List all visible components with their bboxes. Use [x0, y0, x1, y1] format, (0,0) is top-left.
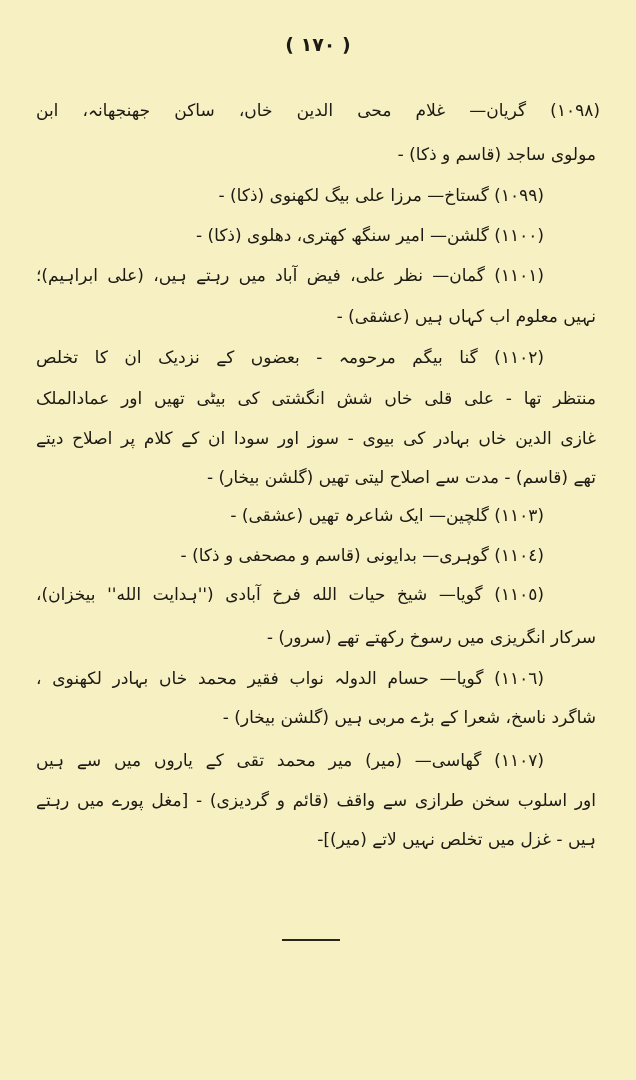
entry-1098-line-1: (١٠٩٨) گریان— غلام محی الدین خاں، ساکن جھنجھانہ، ابن	[36, 101, 600, 121]
entry-1102-line-4: تھے (قاسم) - مدت سے اصلاح لیتی تھیں (گلشن بیخار) -	[206, 468, 596, 488]
section-divider	[282, 939, 340, 941]
entry-1099: (١٠٩٩) گستاخ— مرزا علی بیگ لکھنوی (ذکا) -	[218, 186, 544, 206]
entry-1105-line-2: سرکار انگریزی میں رسوخ رکھتے تھے (سرور) -	[266, 628, 596, 648]
entry-1107-line-3: ہیں - غزل میں تخلص نہیں لاتے (میر)]-	[317, 830, 596, 850]
entry-1105-line-1: (١١٠٥) گویا— شیخ حیات الله فرخ آبادی (''ہدایت الله'' بیخزان)،	[36, 585, 544, 605]
entry-1098-line-2: مولوی ساجد (قاسم و ذکا) -	[397, 145, 596, 165]
entry-1103: (١١٠٣) گلچین— ایک شاعرہ تھیں (عشقی) -	[230, 506, 544, 526]
entry-1104: (١١٠٤) گوہری— بدایونی (قاسم و مصحفی و ذکا) -	[180, 546, 544, 566]
entry-1102-line-1: (١١٠٢) گنا بیگم مرحومہ - بعضوں کے نزدیک ان کا تخلص	[36, 348, 544, 368]
entry-1101-line-2: نہیں معلوم اب کہاں ہیں (عشقی) -	[336, 307, 596, 327]
entry-1106-line-2: شاگرد ناسخ، شعرا کے بڑے مربی ہیں (گلشن بیخار) -	[222, 708, 596, 728]
entry-1107-line-1: (١١٠٧) گھاسی— (میر) میر محمد تقی کے یاروں میں سے ہیں	[36, 751, 544, 771]
entry-1102-line-2: منتظر تھا - علی قلی خاں شش انگشتی کی بیٹی تھیں اور عمادالملک	[36, 389, 596, 409]
entry-1106-line-1: (١١٠٦) گویا— حسام الدولہ نواب فقیر محمد خاں بہادر لکھنوی ،	[36, 669, 544, 689]
page-number: ( ١٧٠ )	[285, 34, 351, 56]
entry-1101-line-1: (١١٠١) گمان— نظر علی، فیض آباد میں رہتے ہیں، (علی ابراہیم)؛	[36, 266, 544, 286]
entry-1100: (١١٠٠) گلشن— امیر سنگھ کھتری، دهلوی (ذکا) -	[195, 226, 544, 246]
entry-1102-line-3: غازی الدین خاں بہادر کی بیوی - سوز اور سودا ان کے کلام پر اصلاح دیتے	[36, 429, 596, 449]
entry-1107-line-2: اور اسلوب سخن طرازی سے واقف (قائم و گردیزی) - [مغل پورے میں رہتے	[36, 791, 596, 811]
